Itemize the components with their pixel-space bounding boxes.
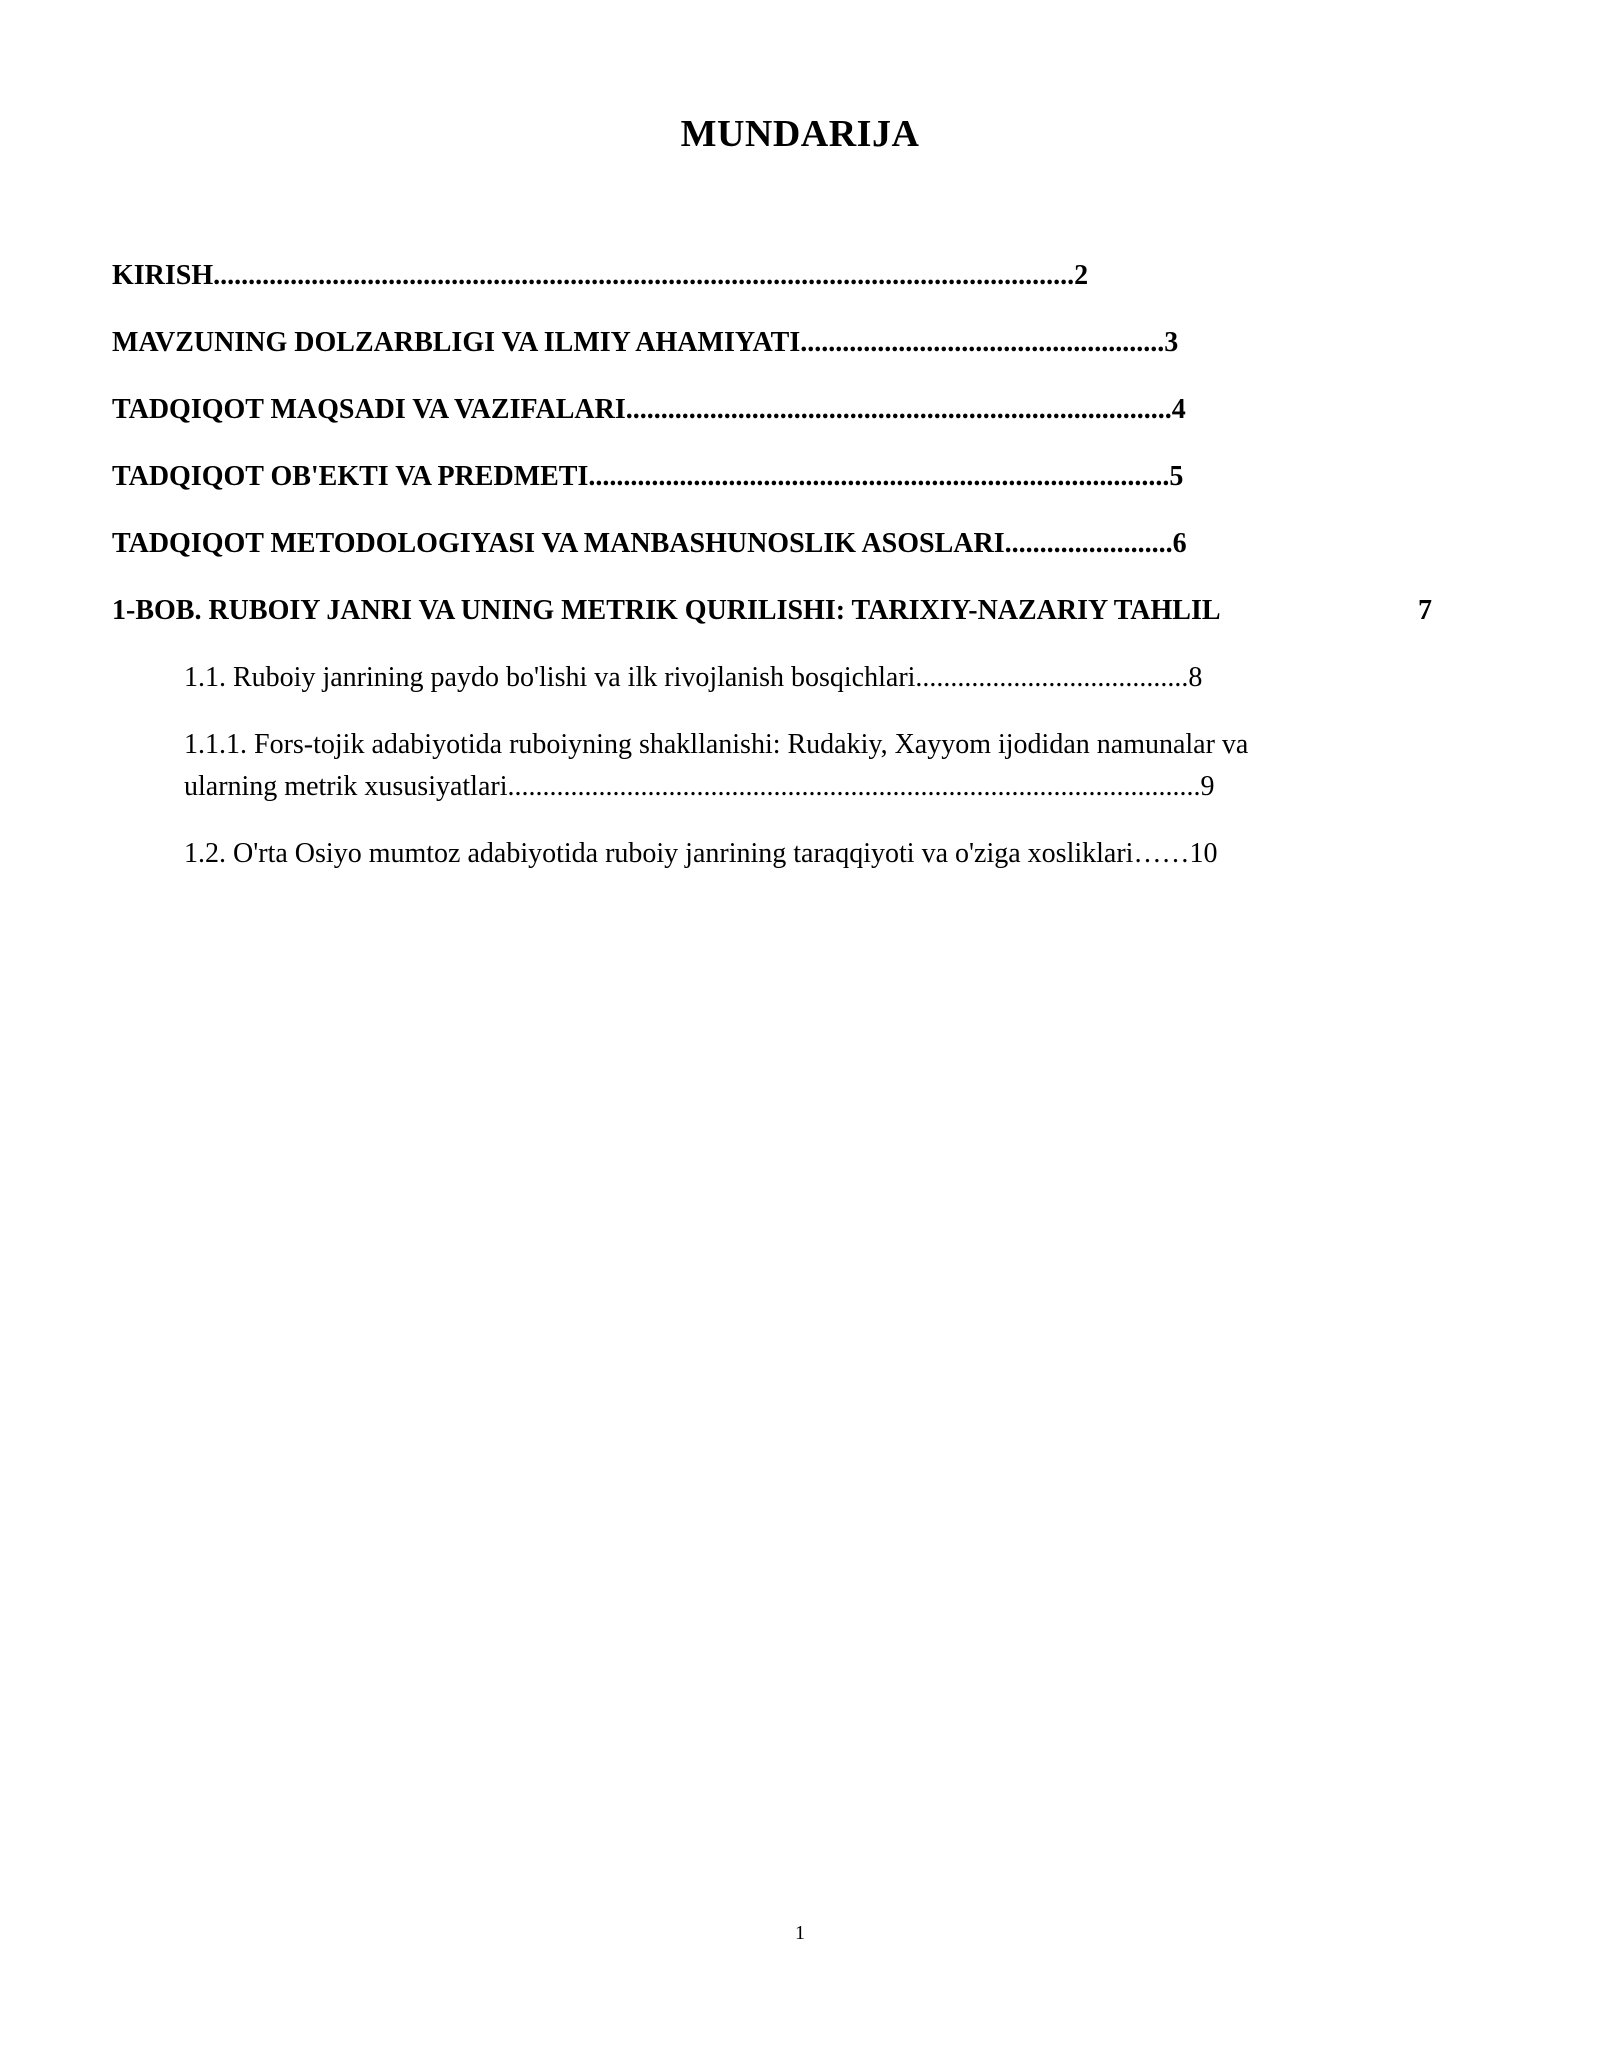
toc-entry-text: 1.1.1. Fors-tojik adabiyotida ruboiyning shakllanishi: Rudakiy, Xayyom ijodidan namunalar va <box>184 729 1249 760</box>
toc-entry-page: 2 <box>1074 260 1089 291</box>
toc-entry-page: 8 <box>1188 662 1203 693</box>
toc-entry-page: 9 <box>1200 771 1215 802</box>
toc-entry-text: TADQIQOT METODOLOGIYASI VA MANBASHUNOSLIK ASOSLARI <box>112 528 1005 559</box>
toc-entry-chapter-1 <box>112 590 1221 632</box>
toc-entry-text: TADQIQOT MAQSADI VA VAZIFALARI <box>112 394 626 425</box>
toc-entry-page: 10 <box>1189 838 1218 869</box>
page-title: MUNDARIJA <box>680 113 920 155</box>
toc-entry-maqsad <box>112 389 1186 431</box>
toc-entry-text: ularning metrik xususiyatlari <box>184 771 508 802</box>
toc-leader-dots: ................................................................................... <box>588 461 1170 492</box>
toc-leader-dots: .................................................... <box>800 327 1165 358</box>
toc-entry-page: 4 <box>1171 394 1186 425</box>
toc-entry-metodologiya <box>112 523 1187 565</box>
toc-entry-1-1-1-cont <box>184 766 1215 808</box>
toc-entry-kirish <box>112 255 1088 297</box>
toc-leader-dots: ........................................................................................................................... <box>213 260 1075 291</box>
toc-entry-chapter-1-page: 7 <box>1418 595 1432 626</box>
toc-entry-dolzarblik <box>112 322 1178 364</box>
toc-entry-text: 1.1. Ruboiy janrining paydo bo'lishi va ilk rivojlanish bosqichlari <box>184 662 916 693</box>
toc-entry-page: 5 <box>1169 461 1184 492</box>
toc-entry-1-2 <box>184 833 1217 875</box>
toc-entry-page: 6 <box>1172 528 1187 559</box>
toc-entry-text: 1.2. O'rta Osiyo mumtoz adabiyotida ruboiy janrining taraqqiyoti va o'ziga xosliklari <box>184 838 1134 869</box>
toc-entry-1-1 <box>184 657 1202 699</box>
toc-entry-1-1-1 <box>184 724 1248 766</box>
toc-entry-text: KIRISH <box>112 260 214 291</box>
page-number: 1 <box>795 1922 805 1944</box>
toc-entry-page: 3 <box>1164 327 1179 358</box>
toc-leader-dots: ................................................................................................... <box>507 771 1201 802</box>
toc-leader-dots: ........................ <box>1004 528 1173 559</box>
toc-leader-dots: .............................................................................. <box>625 394 1172 425</box>
toc-entry-text: MAVZUNING DOLZARBLIGI VA ILMIY AHAMIYATI <box>112 327 801 358</box>
toc-leader-dots: ....................................... <box>915 662 1189 693</box>
toc-leader-dots: …… <box>1133 838 1190 869</box>
toc-entry-obekt <box>112 456 1183 498</box>
toc-entry-text: 1-BOB. RUBOIY JANRI VA UNING METRIK QURILISHI: TARIXIY-NAZARIY TAHLIL <box>112 595 1221 626</box>
toc-entry-text: TADQIQOT OB'EKTI VA PREDMETI <box>112 461 589 492</box>
